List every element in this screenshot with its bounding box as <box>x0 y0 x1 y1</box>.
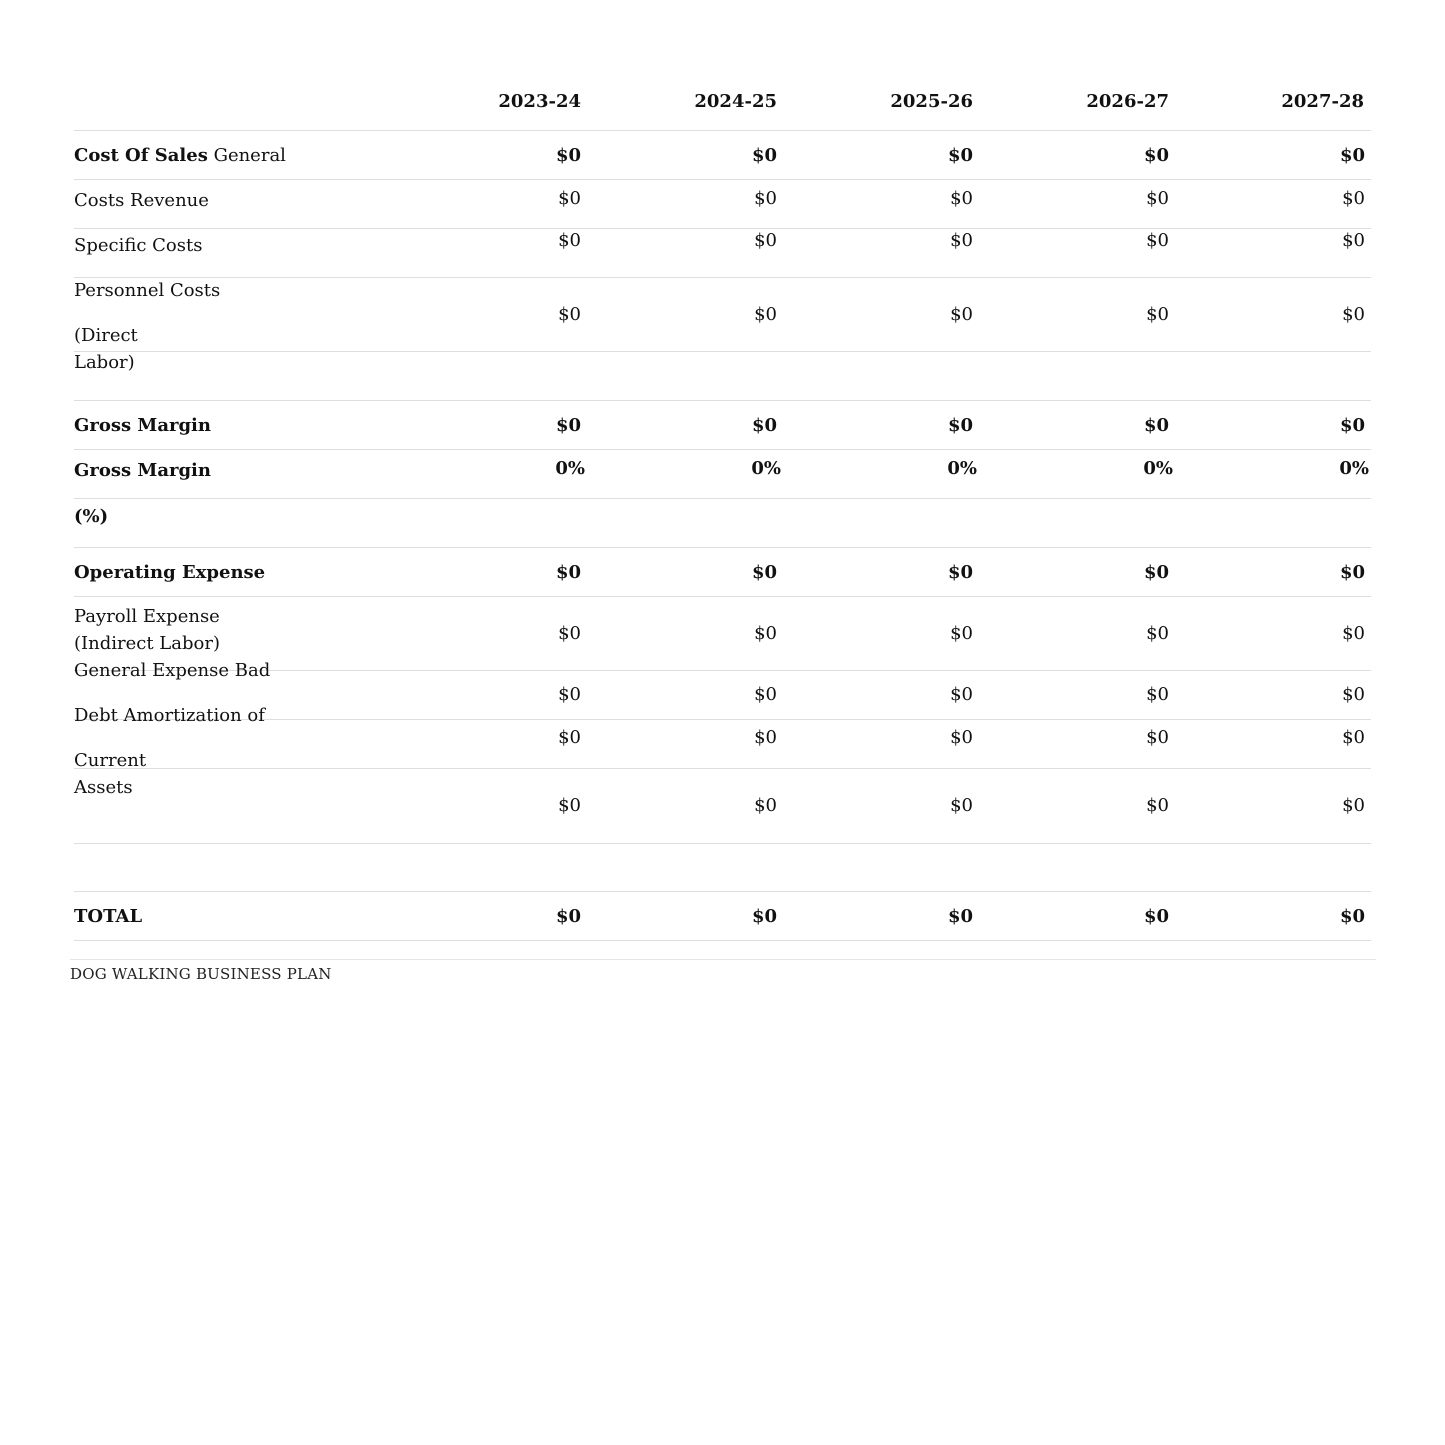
year-header: 2026-27 <box>1086 91 1169 112</box>
row-label-line: Labor) <box>74 352 135 373</box>
cell-value: $0 <box>1143 562 1169 583</box>
cell-value: $0 <box>947 415 973 436</box>
cell-value: $0 <box>950 727 973 748</box>
cell-value: $0 <box>751 906 777 927</box>
cell-value: $0 <box>1146 684 1169 705</box>
row-label-line: Assets <box>74 777 133 798</box>
cell-value: $0 <box>558 188 581 209</box>
footer-title: DOG WALKING BUSINESS PLAN <box>70 965 332 983</box>
row-label-line: Current <box>74 750 147 771</box>
cell-value: $0 <box>558 304 581 325</box>
row-divider <box>74 940 1371 941</box>
row-divider <box>74 277 1371 278</box>
cell-value: $0 <box>754 795 777 816</box>
cell-value: $0 <box>1342 230 1365 251</box>
cell-value: $0 <box>950 623 973 644</box>
cell-value: $0 <box>1143 145 1169 166</box>
cell-value: $0 <box>1143 415 1169 436</box>
cell-value: $0 <box>558 684 581 705</box>
row-label-line: Payroll Expense <box>74 606 220 627</box>
cell-value: $0 <box>1339 415 1365 436</box>
cell-value: 0% <box>751 458 781 479</box>
year-header: 2023-24 <box>498 91 581 112</box>
cell-value: $0 <box>1342 304 1365 325</box>
year-header: 2025-26 <box>890 91 973 112</box>
cell-value: $0 <box>754 188 777 209</box>
cell-value: $0 <box>1146 230 1169 251</box>
row-divider <box>74 547 1371 548</box>
cell-value: $0 <box>555 906 581 927</box>
row-divider <box>74 719 1371 720</box>
cell-value: $0 <box>754 727 777 748</box>
row-divider <box>74 449 1371 450</box>
cell-value: $0 <box>950 188 973 209</box>
cell-value: $0 <box>754 684 777 705</box>
year-header: 2027-28 <box>1281 91 1364 112</box>
cell-value: $0 <box>947 145 973 166</box>
row-label: Costs Revenue <box>74 190 209 211</box>
cell-value: 0% <box>555 458 585 479</box>
cell-value: $0 <box>1339 145 1365 166</box>
row-label-rest: General <box>213 145 286 166</box>
row-label: General Expense Bad <box>74 660 271 681</box>
cell-value: $0 <box>1143 906 1169 927</box>
cell-value: $0 <box>754 304 777 325</box>
row-divider <box>74 768 1371 769</box>
row-divider <box>74 596 1371 597</box>
cell-value: $0 <box>947 562 973 583</box>
row-label: Gross Margin <box>74 415 211 436</box>
row-label: Operating Expense <box>74 562 266 583</box>
cell-value: $0 <box>1146 188 1169 209</box>
row-label-line: (%) <box>74 506 109 527</box>
footer-divider <box>70 959 1376 960</box>
row-divider <box>74 843 1371 844</box>
cell-value: 0% <box>947 458 977 479</box>
row-label: Debt Amortization of <box>74 705 265 726</box>
cell-value: $0 <box>751 145 777 166</box>
cell-value: $0 <box>950 230 973 251</box>
cell-value: $0 <box>950 795 973 816</box>
row-label-bold: Cost Of Sales <box>74 145 208 166</box>
cell-value: $0 <box>1342 795 1365 816</box>
row-label: TOTAL <box>74 906 143 927</box>
cell-value: $0 <box>950 304 973 325</box>
cell-value: $0 <box>1342 727 1365 748</box>
row-label-line: Personnel Costs <box>74 280 221 301</box>
row-label <box>74 142 286 169</box>
cell-value: $0 <box>751 415 777 436</box>
cell-value: $0 <box>950 684 973 705</box>
cell-value: $0 <box>558 230 581 251</box>
cell-value: $0 <box>1342 684 1365 705</box>
row-label-line: (Direct <box>74 325 138 346</box>
cell-value: $0 <box>1146 727 1169 748</box>
cell-value: $0 <box>1146 623 1169 644</box>
cell-value: $0 <box>555 415 581 436</box>
cell-value: $0 <box>555 562 581 583</box>
cell-value: $0 <box>558 727 581 748</box>
row-divider <box>74 891 1371 892</box>
row-label-line: (Indirect Labor) <box>74 633 220 654</box>
row-divider <box>74 400 1371 401</box>
cell-value: 0% <box>1339 458 1369 479</box>
cell-value: $0 <box>947 906 973 927</box>
cell-value: $0 <box>754 230 777 251</box>
cell-value: $0 <box>1339 906 1365 927</box>
cell-value: $0 <box>1342 188 1365 209</box>
row-label: Specific Costs <box>74 235 203 256</box>
cell-value: $0 <box>1339 562 1365 583</box>
cell-value: $0 <box>558 623 581 644</box>
cell-value: $0 <box>1146 795 1169 816</box>
cell-value: $0 <box>751 562 777 583</box>
cell-value: 0% <box>1143 458 1173 479</box>
cell-value: $0 <box>558 795 581 816</box>
row-divider <box>74 498 1371 499</box>
row-divider <box>74 179 1371 180</box>
year-header: 2024-25 <box>694 91 777 112</box>
cell-value: $0 <box>555 145 581 166</box>
cell-value: $0 <box>1342 623 1365 644</box>
row-divider <box>74 130 1371 131</box>
cell-value: $0 <box>1146 304 1169 325</box>
row-divider <box>74 351 1371 352</box>
row-label-line: Gross Margin <box>74 460 211 481</box>
cell-value: $0 <box>754 623 777 644</box>
